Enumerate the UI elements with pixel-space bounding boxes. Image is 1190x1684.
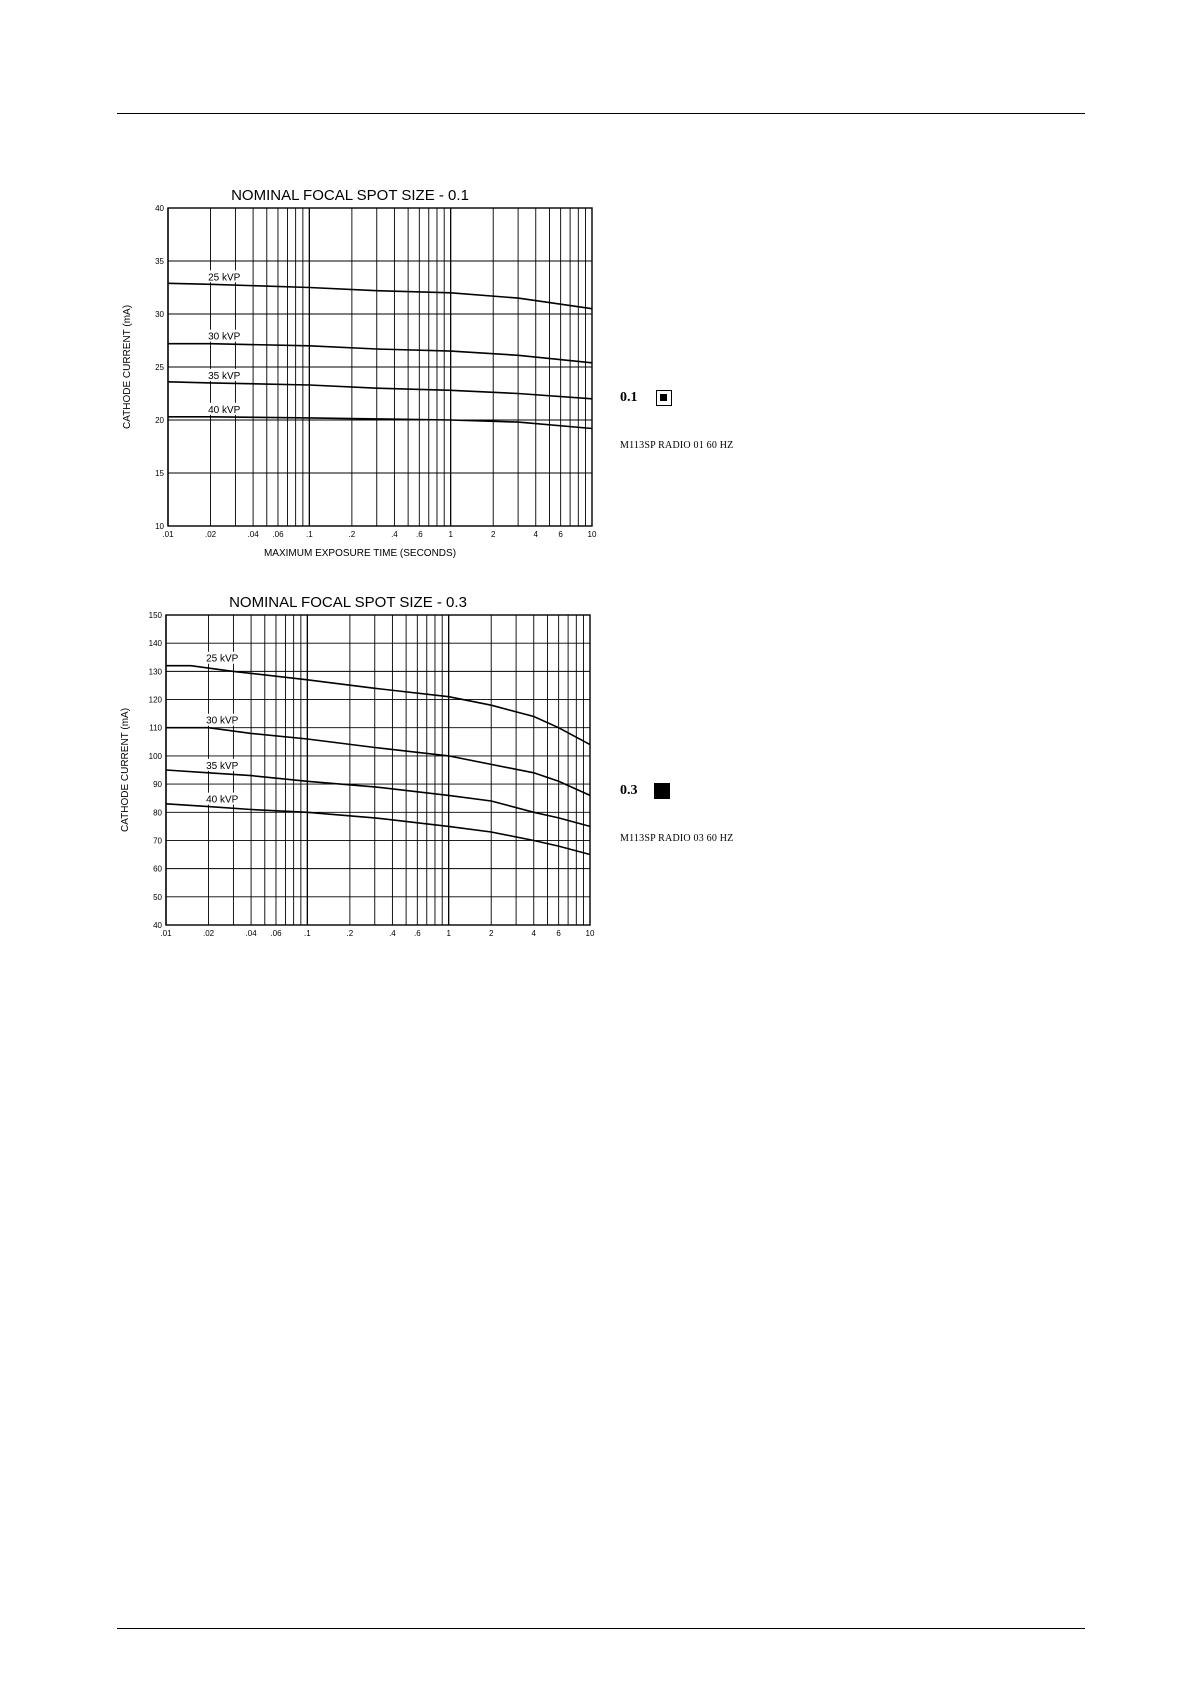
series-line — [166, 804, 590, 855]
footer-rule — [117, 1628, 1085, 1629]
y-tick-label: 90 — [153, 780, 162, 790]
x-tick-label: 6 — [556, 929, 561, 938]
spot-size-label: 0.1 — [620, 390, 638, 405]
y-tick-label: 110 — [149, 723, 162, 733]
y-tick-label: 40 — [153, 921, 162, 930]
series-label: 40 kVP — [208, 404, 241, 416]
y-tick-label: 25 — [155, 363, 164, 372]
x-tick-label: 1 — [448, 530, 453, 539]
x-tick-label: .02 — [202, 929, 215, 938]
y-tick-label: 20 — [155, 416, 164, 425]
model-code: M113SP RADIO 03 60 HZ — [620, 833, 734, 844]
x-tick-label: 2 — [490, 530, 496, 539]
x-tick-label: .06 — [272, 530, 284, 539]
x-tick-label: 4 — [531, 929, 536, 938]
y-tick-label: 100 — [148, 751, 162, 761]
hollow-square-with-dot-icon — [656, 390, 672, 406]
y-tick-label: 120 — [148, 695, 162, 705]
x-tick-label: .02 — [204, 530, 217, 539]
x-tick-label: .04 — [247, 530, 259, 539]
y-tick-label: 140 — [148, 639, 162, 649]
model-code: M113SP RADIO 01 60 HZ — [620, 440, 734, 451]
series-label: 25 kVP — [206, 653, 239, 665]
x-tick-label: 4 — [533, 530, 538, 539]
x-tick-label: .01 — [160, 929, 172, 938]
x-tick-label: .4 — [389, 929, 396, 938]
x-tick-label: .1 — [303, 929, 311, 938]
y-axis-label: CATHODE CURRENT (mA) — [120, 707, 131, 833]
x-tick-label: 2 — [488, 929, 494, 938]
x-axis-label: MAXIMUM EXPOSURE TIME (SECONDS) — [263, 548, 457, 559]
x-tick-label: .2 — [348, 530, 356, 539]
y-tick-label: 30 — [155, 310, 164, 319]
y-tick-label: 150 — [148, 611, 162, 620]
x-tick-label: .4 — [391, 530, 398, 539]
series-line — [168, 417, 592, 429]
y-tick-label: 50 — [153, 892, 162, 902]
x-tick-label: .01 — [162, 530, 174, 539]
x-tick-label: .1 — [305, 530, 313, 539]
spot-size-label: 0.3 — [620, 783, 638, 798]
series-line — [168, 344, 592, 363]
x-tick-label: 1 — [446, 929, 451, 938]
y-tick-label: 35 — [155, 257, 164, 266]
x-tick-label: 10 — [585, 929, 595, 938]
x-tick-label: .2 — [346, 929, 354, 938]
series-line — [168, 382, 592, 399]
x-tick-label: .6 — [413, 929, 421, 938]
y-tick-label: 70 — [153, 836, 162, 846]
chart-title: NOMINAL FOCAL SPOT SIZE - 0.1 — [231, 187, 469, 204]
x-tick-label: 10 — [587, 530, 597, 539]
y-tick-label: 40 — [155, 204, 164, 213]
x-tick-label: .04 — [245, 929, 257, 938]
y-axis-label: CATHODE CURRENT (mA) — [122, 304, 133, 430]
x-tick-label: 6 — [558, 530, 563, 539]
y-tick-label: 130 — [148, 667, 162, 677]
y-tick-label: 80 — [153, 808, 162, 818]
series-line — [168, 283, 592, 308]
series-label: 30 kVP — [208, 331, 241, 343]
chart-title: NOMINAL FOCAL SPOT SIZE - 0.3 — [229, 594, 467, 611]
series-label: 30 kVP — [206, 715, 239, 727]
header-rule — [117, 113, 1085, 114]
series-label: 35 kVP — [206, 760, 239, 772]
x-tick-label: .06 — [270, 929, 282, 938]
series-label: 25 kVP — [208, 272, 241, 284]
y-tick-label: 15 — [155, 469, 164, 478]
focal-spot-0.1-chart — [0, 170, 620, 559]
solid-square-icon — [654, 783, 670, 799]
x-tick-label: .6 — [415, 530, 423, 539]
series-line — [166, 666, 590, 745]
series-label: 35 kVP — [208, 370, 241, 382]
y-tick-label: 10 — [155, 522, 164, 531]
y-tick-label: 60 — [153, 864, 162, 874]
series-label: 40 kVP — [206, 794, 239, 806]
focal-spot-0.3-chart — [0, 585, 620, 955]
